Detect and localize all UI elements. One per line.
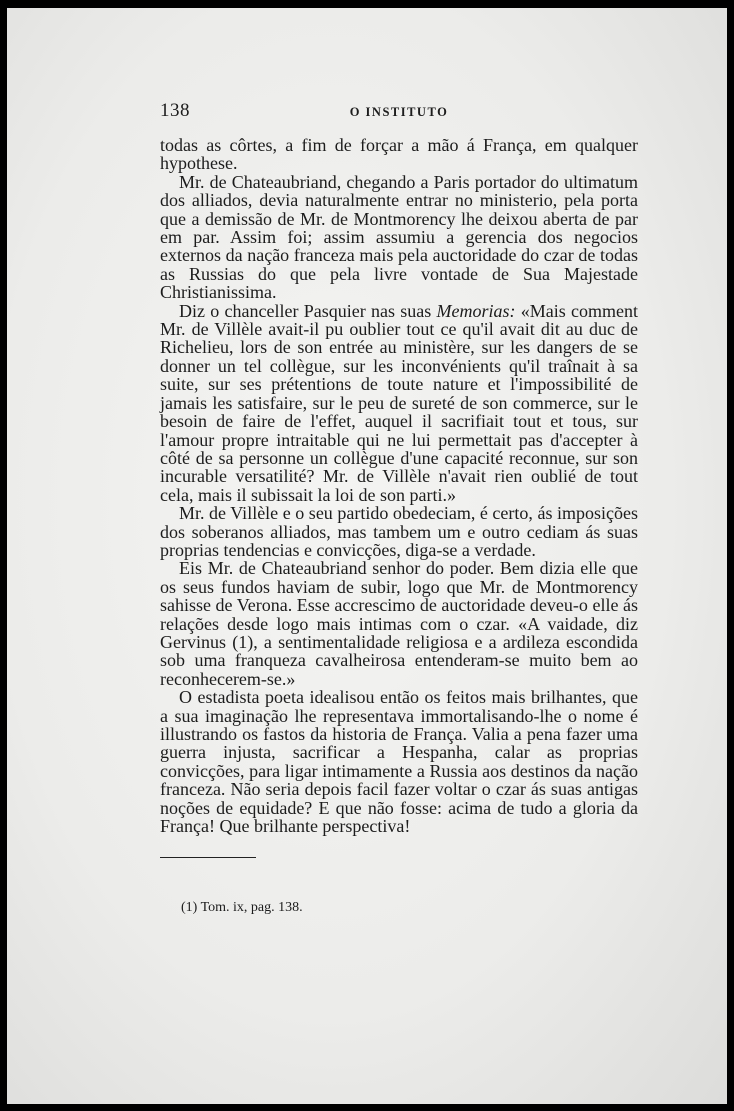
paragraph-5 bbox=[160, 559, 638, 688]
running-title: O INSTITUTO bbox=[349, 105, 449, 119]
page-content bbox=[160, 100, 638, 916]
footnote: (1) Tom. ix, pag. 138. bbox=[181, 900, 303, 916]
page-paper bbox=[7, 8, 727, 1104]
paragraph-1 bbox=[160, 136, 638, 173]
paragraph-3-text-b: «Mais comment Mr. de Villèle avait-il pu oublier tout ce qu'il avait dit au duc de Richelieu, lors de son entrée au ministère, sur les dangers de se donner un tel collègue, sur les inconvénients qu'il traînait à sa suite, sur ses prétentions de toute nature et l'impossibilité de jamais les satisfaire, sur le peu de sureté de son commerce, sur le besoin de faire de l'effet, auquel il sacrifiait tout et tous, sur l'amour propre intraitable qui ne lui permettait pas d'accepter à côté de sa personne un collègue d'une capacité reconnue, sur son incurable versatilité? Mr. de Villèle n'avait rien oublié de tout cela, mais il subissait la loi de son parti.» bbox=[160, 300, 638, 505]
paragraph-2-text: Mr. de Chateaubriand, chegando a Paris portador do ultimatum dos alliados, devia naturalmente entrar no ministerio, pela porta que a demissão de Mr. de Montmorency lhe deixou aberta de par em par. Assim foi; assim assumiu a gerencia dos negocios externos da nação franceza mais pela auctoridade do czar de todas as Russias do que pela livre vontade de Sua Majestade Christianissima. bbox=[160, 171, 638, 303]
paragraph-1-text: todas as côrtes, a fim de forçar a mão á França, em qualquer hypothese. bbox=[160, 135, 638, 174]
paragraph-4 bbox=[160, 504, 638, 559]
paragraph-2 bbox=[160, 173, 638, 302]
page-number: 138 bbox=[160, 100, 190, 121]
running-head bbox=[160, 100, 638, 124]
body-text bbox=[160, 136, 638, 835]
paragraph-5-text: Eis Mr. de Chateaubriand senhor do poder. Bem dizia elle que os seus fundos haviam de subir, logo que Mr. de Montmorency sahisse de Verona. Esse accrescimo de auctoridade deveu-o elle ás relações desde logo mais intimas com o czar. «A vaidade, diz Gervinus (1), a sentimentalidade religiosa e a ardileza escondida sob uma franqueza cavalheirosa entenderam-se muito bem ao reconhecerem-se.» bbox=[160, 558, 638, 689]
paragraph-3-text-a: Diz o chanceller Pasquier nas suas bbox=[179, 300, 437, 321]
paragraph-4-text: Mr. de Villèle e o seu partido obedeciam, é certo, ás imposições dos soberanos alliados, mas tambem um e outro cediam ás suas proprias tendencias e convicções, diga-se a verdade. bbox=[160, 503, 638, 560]
paragraph-6-text: O estadista poeta idealisou então os feitos mais brilhantes, que a sua imaginação lhe representava immortalisando-lhe o nome é illustrando os fastos da historia de França. Valia a pena fazer uma guerra injusta, sacrificar a Hespanha, calar as proprias convicções, para ligar intimamente a Russia aos destinos da nação franceza. Não seria depois facil fazer voltar o czar ás suas antigas noções de equidade? E que não fosse: acima de tudo a gloria da França! Que brilhante perspectiva! bbox=[160, 687, 638, 837]
paragraph-3-title-italic: Memorias: bbox=[436, 300, 516, 321]
paragraph-6 bbox=[160, 688, 638, 835]
footnote-rule bbox=[160, 857, 256, 858]
paragraph-3 bbox=[160, 302, 638, 504]
